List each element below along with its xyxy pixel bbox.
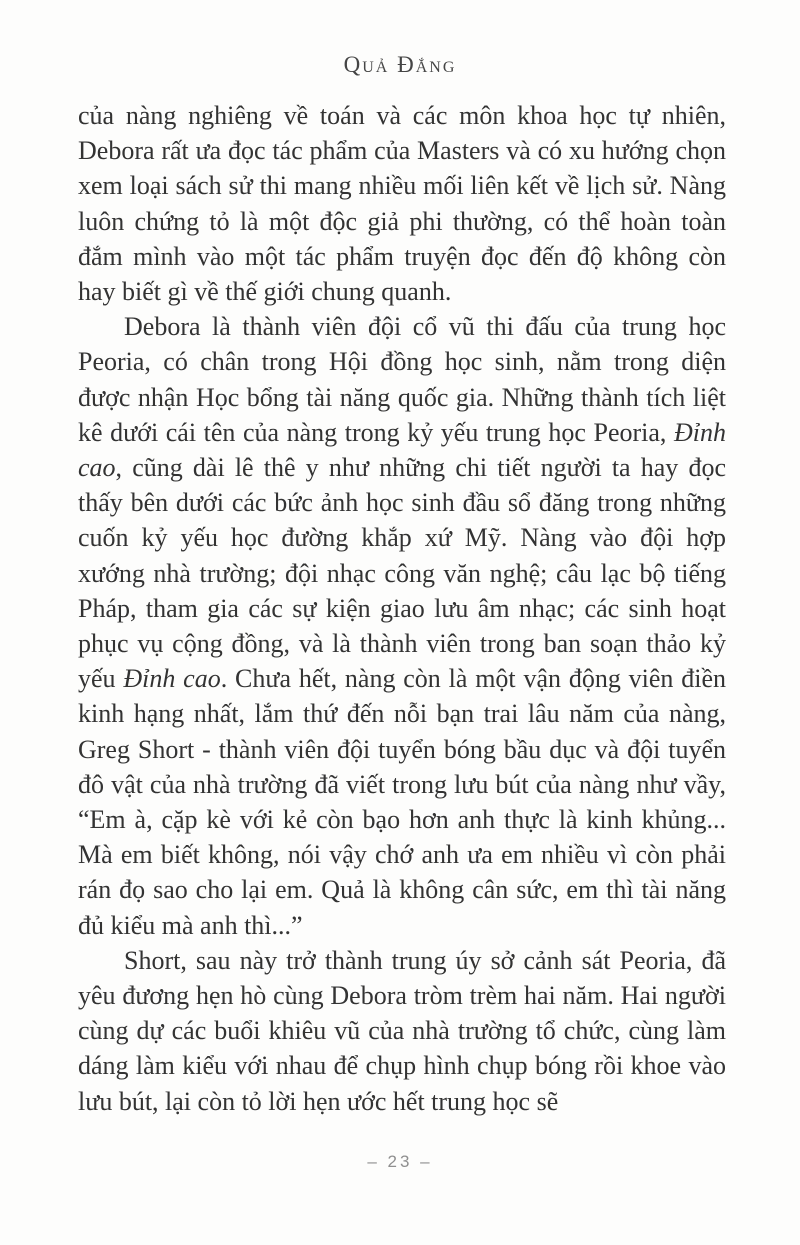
text-segment: Debora là thành viên đội cổ vũ thi đấu của trung học Peoria, có chân trong Hội đồng học sinh, nằm trong diện được nhận Học bổng tài năng quốc gia. Những thành tích liệt kê dưới cái tên của nàng trong kỷ yếu trung học Peoria,	[78, 312, 726, 447]
italic-text-segment: Đỉnh cao	[78, 417, 726, 483]
paragraph	[78, 943, 726, 1119]
text-segment: của nàng nghiêng về toán và các môn khoa học tự nhiên, Debora rất ưa đọc tác phẩm của Masters và có xu hướng chọn xem loại sách sử thi mang nhiều mối liên kết về lịch sử. Nàng luôn chứng tỏ là một độc giả phi thường, có thể hoàn toàn đắm mình vào một tác phẩm truyện đọc đến độ không còn hay biết gì về thế giới chung quanh.	[78, 101, 726, 307]
body-text	[78, 98, 726, 1119]
italic-text-segment: Đỉnh cao	[123, 664, 221, 694]
paragraph	[78, 98, 726, 309]
text-segment: . Chưa hết, nàng còn là một vận động viên điền kinh hạng nhất, lắm thứ đến nỗi bạn trai lâu năm của nàng, Greg Short - thành viên đội tuyển bóng bầu dục và đội tuyển đô vật của nhà trường đã viết trong lưu bút của nàng như vầy, “Em à, cặp kè với kẻ còn bạo hơn anh thực là kinh khủng... Mà em biết không, nói vậy chớ anh ưa em nhiều vì còn phải rán đọ sao cho lại em. Quả là không cân sức, em thì tài năng đủ kiểu mà anh thì...”	[78, 664, 726, 940]
text-segment: , cũng dài lê thê y như những chi tiết người ta hay đọc thấy bên dưới các bức ảnh học sinh đầu sổ đăng trong những cuốn kỷ yếu học đường khắp xứ Mỹ. Nàng vào đội hợp xướng nhà trường; đội nhạc công văn nghệ; câu lạc bộ tiếng Pháp, tham gia các sự kiện giao lưu âm nhạc; các sinh hoạt phục vụ cộng đồng, và là thành viên trong ban soạn thảo kỷ yếu	[78, 453, 726, 694]
paragraph	[78, 309, 726, 943]
page-number: – 23 –	[367, 1152, 433, 1171]
text-segment: Short, sau này trở thành trung úy sở cảnh sát Peoria, đã yêu đương hẹn hò cùng Debora tròm trèm hai năm. Hai người cùng dự các buổi khiêu vũ của nhà trường tổ chức, cùng làm dáng làm kiểu với nhau để chụp hình chụp bóng rồi khoe vào lưu bút, lại còn tỏ lời hẹn ước hết trung học sẽ	[78, 945, 726, 1116]
running-header-title: Quả Đắng	[343, 52, 457, 77]
